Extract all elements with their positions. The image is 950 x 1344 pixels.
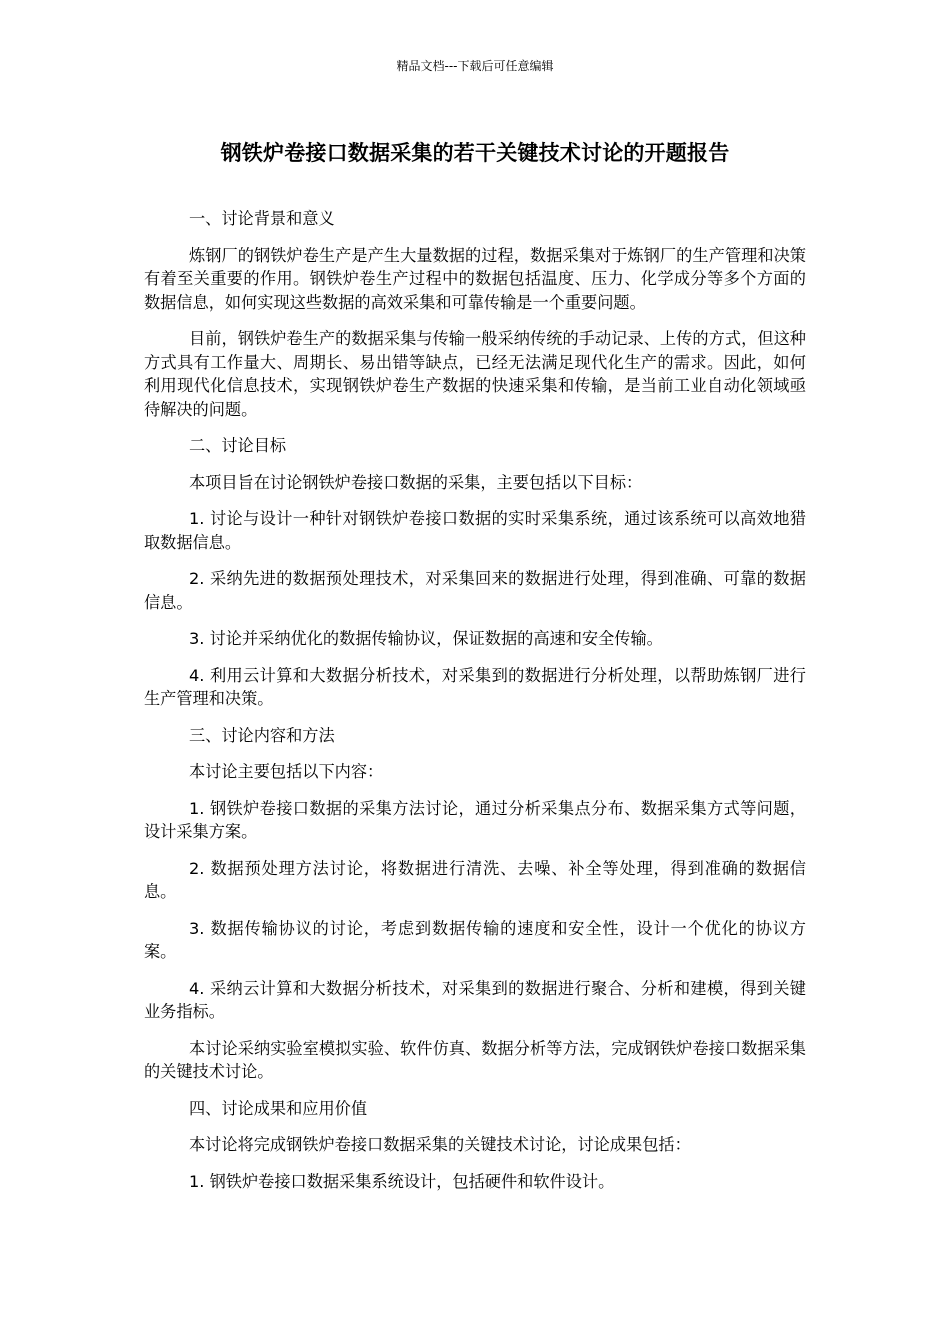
list-item-content-1: 1. 钢铁炉卷接口数据的采集方法讨论，通过分析采集点分布、数据采集方式等问题，设计采集方案。: [144, 798, 806, 841]
paragraph-methods: 本讨论采纳实验室模拟实验、软件仿真、数据分析等方法，完成钢铁炉卷接口数据采集的关键技术讨论。: [144, 1038, 806, 1081]
paragraph-current-state: 目前，钢铁炉卷生产的数据采集与传输一般采纳传统的手动记录、上传的方式，但这种方式具有工作量大、周期长、易出错等缺点，已经无法满足现代化生产的需求。因此，如何利用现代化信息技术，实现钢铁炉卷生产数据的快速采集和传输，是当前工业自动化领域亟待解决的问题。: [144, 329, 806, 419]
list-item-goal-2: 2. 采纳先进的数据预处理技术，对采集回来的数据进行处理，得到准确、可靠的数据信息。: [144, 569, 806, 612]
list-item-goal-3: 3. 讨论并采纳优化的数据传输协议，保证数据的高速和安全传输。: [189, 629, 663, 648]
list-item-goal-1: 1. 讨论与设计一种针对钢铁炉卷接口数据的实时采集系统，通过该系统可以高效地猎取数据信息。: [144, 509, 806, 552]
paragraph-background: 炼钢厂的钢铁炉卷生产是产生大量数据的过程，数据采集对于炼钢厂的生产管理和决策有着至关重要的作用。钢铁炉卷生产过程中的数据包括温度、压力、化学成分等多个方面的数据信息，如何实现这些数据的高效采集和可靠传输是一个重要问题。: [144, 245, 806, 312]
document-title: 钢铁炉卷接口数据采集的若干关键技术讨论的开题报告: [220, 141, 730, 165]
list-item-content-3: 3. 数据传输协议的讨论，考虑到数据传输的速度和安全性，设计一个优化的协议方案。: [144, 918, 806, 961]
paragraph-results-intro: 本讨论将完成钢铁炉卷接口数据采集的关键技术讨论，讨论成果包括：: [189, 1135, 691, 1154]
section-heading-1: 一、讨论背景和意义: [189, 209, 335, 228]
section-heading-4: 四、讨论成果和应用价值: [189, 1098, 368, 1118]
list-item-content-2: 2. 数据预处理方法讨论，将数据进行清洗、去噪、补全等处理，得到准确的数据信息。: [144, 858, 806, 901]
header-note: 精品文档---下载后可任意编辑: [396, 59, 554, 73]
list-item-result-1: 1. 钢铁炉卷接口数据采集系统设计，包括硬件和软件设计。: [189, 1171, 615, 1191]
document-body: [144, 207, 806, 1193]
section-heading-3: 三、讨论内容和方法: [189, 725, 335, 745]
list-item-content-4: 4. 采纳云计算和大数据分析技术，对采集到的数据进行聚合、分析和建模，得到关键业务指标。: [144, 978, 806, 1021]
list-item-goal-4: 4. 利用云计算和大数据分析技术，对采集到的数据进行分析处理，以帮助炼钢厂进行生产管理和决策。: [144, 665, 806, 708]
section-heading-2: 二、讨论目标: [189, 436, 287, 455]
paragraph-goals-intro: 本项目旨在讨论钢铁炉卷接口数据的采集，主要包括以下目标：: [189, 472, 643, 492]
paragraph-content-intro: 本讨论主要包括以下内容：: [189, 762, 384, 781]
